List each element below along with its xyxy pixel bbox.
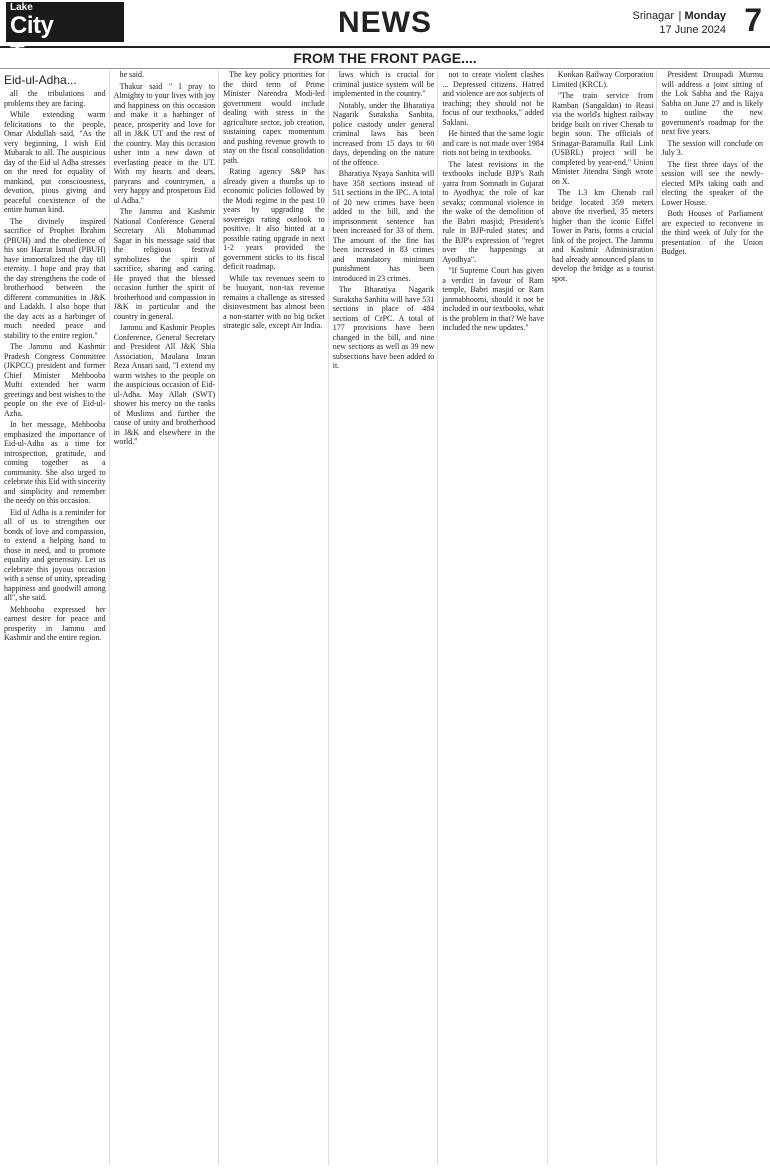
article-column [442,70,548,1165]
section-subhead: FROM THE FRONT PAGE.... [0,48,770,69]
article-paragraph: laws which is crucial for criminal justice system will be implemented in the country." [332,70,435,98]
section-title: NEWS [338,6,432,39]
city: Srinagar [632,10,675,22]
date-block: Srinagar | Monday 17 June 2024 [632,10,726,36]
article-heading: Eid-ul-Adha... [4,73,77,87]
article-paragraph: Eid ul Adha is a reminder for all of us to strengthen our bonds of love and compassion, to extend a helping hand to those in need, and to promote equality and generosity. Let us celebrate this joyous occasion with a sense of unity, spreading happiness and goodwill among all", she said. [4,507,106,602]
article-paragraph: Thakur said " I pray to Almighty to your lives with joy and happiness on this occasion and make it a harbinger of peace, prosperity and love for all in J&K UT and the rest of the country. May this occasion usher into a new dawn of everlasting peace in the UT. With my hearts and dears, paryrans and countrymen, a very happy and prosperous Eid ul Adha." [113,81,216,205]
article-paragraph: The divinely inspired sacrifice of Prophet Ibrahim (PBUH) and the obedience of his son Hazrat Ismail (PBUH) have immortalized the day till eternity. I hope and pray that the day strengthens the code of brotherhood between the different communities in J&K and Ladakh. I also hope that the day acts as a harbinger of much needed peace and stability to the entire region." [4,216,106,340]
article-paragraph: Both Houses of Parliament are expected to reconvene in the third week of July for the presentation of the Union Budget. [661,209,764,256]
article-paragraph: "The train service from Ramban (Sangaldan) to Reasi via the world's highest railway bridge built on river Chenab to begin soon. The officials of Srinagar-Baramulla Rail Link (USBRL) project will be completed by year-end," Union Minister Jitendra Singh wrote on X. [551,91,654,186]
article-paragraph: The session will conclude on July 3. [661,138,764,157]
article-paragraph: Rating agency S&P has already given a thumbs up to economic policies followed by the Modi regime in the past 10 years by upgrading the sovereign rating outlook to positive. It also hinted at a possible rating upgrade in next 1-2 years provided the government sticks to its fiscal deficit roadmap. [223,167,325,271]
article-column [114,70,220,1165]
article-column [333,70,439,1165]
page-number: 7 [744,2,762,38]
article-paragraph: not to create violent clashes ... Depressed citizens. Hatred and violence are not subjects of teaching; they should not be focus of our textbooks," added Saklani. [442,70,544,127]
article-column [4,70,110,1165]
article-paragraph: The Jammu and Kashmir Pradesh Congress Committee (JKPCC) president and former Chief Minister Mehbooba Mufti extended her warm greetings and best wishes to the people on the eve of Eid-ul-Azha. [4,342,106,418]
article-paragraph: While extending warm felicitations to the people, Omar Abdullah said, "As the very beginning, I wish Eid Mubarak to all. The auspicious day of the Eid ul Adha stresses on the need for equality of mankind, put consciousness, devotion, pious giving and peaceful coexistence of the entire human kind. [4,110,106,214]
date: 17 June 2024 [659,24,726,36]
article-paragraph: The first three days of the session will see the newly-elected MPs taking oath and electing the speaker of the Lower House. [661,159,764,207]
article-paragraph: all the tribulations and problems they are facing. [4,89,106,108]
article-paragraph: Notably, under the Bharatiya Nagarik Suraksha Sanhita, police custody under general criminal laws has been increased from 15 days to 60 days, depending on the nature of the offence. [332,100,435,167]
day: Monday [684,10,726,22]
article-paragraph: President Droupadi Murmu will address a joint sitting of the Lok Sabha and the Rajya Sabha on June 27 and is likely to outline the new government's roadmap for the next five years. [661,70,764,136]
article-paragraph: Jammu and Kashmir Peoples Conference, General Secretary and President All J&K Shia Association, Maulana Imran Reza Ansari said, "I extend my warm wishes to the people on the auspicious occasion of Eid-ul-Adha. May Allah (SWT) shower his mercy on the ranks of Muslims and further the cause of unity and brotherhood in J&K and elsewhere in the world." [113,323,216,446]
article-paragraph: he said. [119,70,145,79]
article-paragraph: The key policy priorities for the third term of Prime Minister Narendra Modi-led government would include dealing with stress in the agriculture sector, job creation, sustaining capex momentum and pushing revenue growth to stay on the fiscal consolidation path. [223,70,325,165]
article-paragraph: The 1.3 km Chenab rail bridge located 359 meters above the riverbed, 35 meters higher than the iconic Eiffel Tower in Paris, forms a crucial link of the project. The Jammu and Kashmir Administration had already announced plans to develop the bridge as a tourist spot. [551,188,654,283]
article-paragraph: Konkan Railway Corporation Limited (KRCL). [551,70,654,89]
article-paragraph: In her message, Mehbooba emphasized the importance of Eid-ul-Adha as a time for introspection, gratitude, and coming together as a community. She also urged to celebrate this Eid with sincerity and simplicity and remember the needy on this occasion. [4,420,106,505]
article-column [223,70,329,1165]
article-paragraph: Mehbooba expressed her earnest desire for peace and prosperity in Jammu and Kashmir and the entire region. [4,604,106,642]
logo-top-text: Lake [10,2,33,13]
article-column [661,70,766,1165]
article-paragraph: While tax revenues seem to be buoyant, non-tax revenue remains a challenge as stressed disinvestment has almost been a non-starter with no big ticket strategic sale, except Air India. [223,273,325,330]
logo-main-text: City Times [10,12,77,67]
article-paragraph: "If Supreme Court has given a verdict in favour of Ram temple, Babri masjid or Ram janmabhoomi, should it not be included in our textbooks, what is the problem in that? We have included the new updates." [442,266,544,332]
article-paragraph: Bharatiya Nyaya Sanhita will have 358 sections instead of 511 sections in the IPC. A total of 20 new crimes have been added to the bill, and the imprisonment sentence has been increased for 33 of them. The amount of the fine has been increased in 83 crimes and mandatory minimum punishment has been introduced in 23 crimes. [332,169,435,283]
article-column [552,70,658,1165]
article-paragraph: The Bharatiya Nagarik Suraksha Sanhita will have 531 sections in place of 484 sections of CrPC. A total of 177 provisions have been changed in the bill, and nine new sections as well as 39 new subsections have been added to it. [332,285,435,370]
article-paragraph: The Jammu and Kashmir National Conference General Secretary Ali Mohammad Sagar in his message said that the religious festival symbolizes the spirit of sacrifice, sharing and caring. He prayed that the blessed occasion further the spirit of brotherhood and compassion in J&K in particular and the country in general. [113,207,216,321]
article-paragraph: The latest revisions in the textbooks include BJP's Rath yatra from Somnath in Gujarat to Ayodhya; the role of kar sevaks; communal violence in the wake of the demolition of the Babri masjid; President's rule in BJP-ruled states; and the BJP's expression of "regret over the happenings at Ayodhya". [442,159,544,264]
article-paragraph: He hinted that the same logic and care is not made over 1984 riots not being in textbooks. [442,129,544,157]
article-columns [4,70,766,1165]
